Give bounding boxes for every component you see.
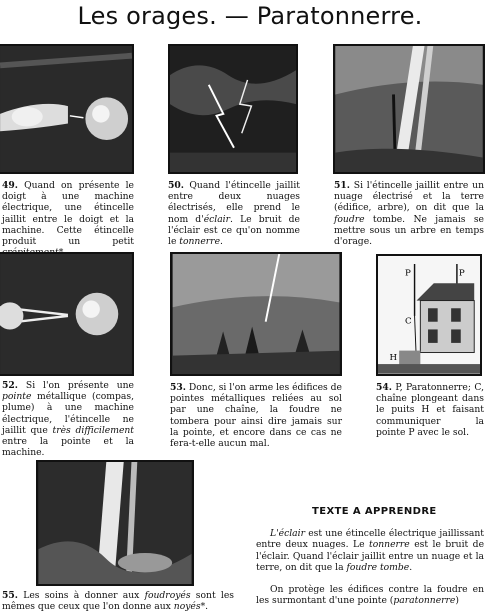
caption-49: 49. Quand on présente le doigt à une machine électrique, une étincelle jaillit entre le doigt et la machine. Cette étincelle produit un petit [2, 180, 134, 248]
label-c: C [404, 316, 412, 327]
figure-51-image [333, 44, 485, 174]
figure-55-image [36, 460, 194, 586]
figure-52-image [0, 252, 134, 376]
lesson-paragraph-1: L'éclair est une étincelle électrique jaillissant entre deux nuages. Le tonnerre est le bruit de l'éclair. Quand l'éclair jaillit entre un nuage et la terre, on dit que la foudre tombe. [256, 528, 485, 574]
caption-52: 52. Si l'on présente une pointe métallique (compas, plume) à une machine électrique, l'étincelle ne jaillit que très difficilement entre la pointe et la machine. [2, 380, 134, 459]
figure-54-image [376, 254, 482, 376]
figure-49-image [0, 44, 134, 174]
label-p-left: P [404, 268, 411, 279]
figure-50-image [168, 44, 298, 174]
page-title: Les orages. — Paratonnerre. [77, 2, 423, 30]
label-p-right: P [458, 268, 465, 279]
figure-53-image [170, 252, 342, 376]
caption-50: 50. Quand l'étincelle jaillit entre deux nuages électrisés, elle prend le nom d'éclair. Le bruit de l'éclair est ce qu'on nomme le tonnerre. [168, 180, 300, 248]
lesson-heading: TEXTE A APPRENDRE [312, 506, 437, 517]
lesson-paragraph-2: On protège les édifices contre la foudre en les surmontant d'une pointe (paratonnerre) [256, 584, 484, 607]
label-h: H [389, 353, 398, 364]
caption-55: 55. Les soins à donner aux foudroyés sont les mêmes que ceux que l'on donne aux noyés*. [2, 590, 234, 612]
caption-54: 54. P, Paratonnerre; C, chaîne plongeant dans le puits H et faisant communiquer la pointe P avec le sol. [376, 382, 484, 438]
caption-53: 53. Donc, si l'on arme les édifices de pointes métalliques reliées au sol par une chaîne, la foudre ne tombera pour ainsi dire jamais sur la pointe, et encore dans ce cas ne fera-t-elle aucun mal. [170, 382, 342, 450]
caption-51: 51. Si l'étincelle jaillit entre un nuage électrisé et la terre (édifice, arbre), on dit que la foudre tombe. Ne jamais se mettre sous un arbre en temps d'orage. [334, 180, 484, 248]
